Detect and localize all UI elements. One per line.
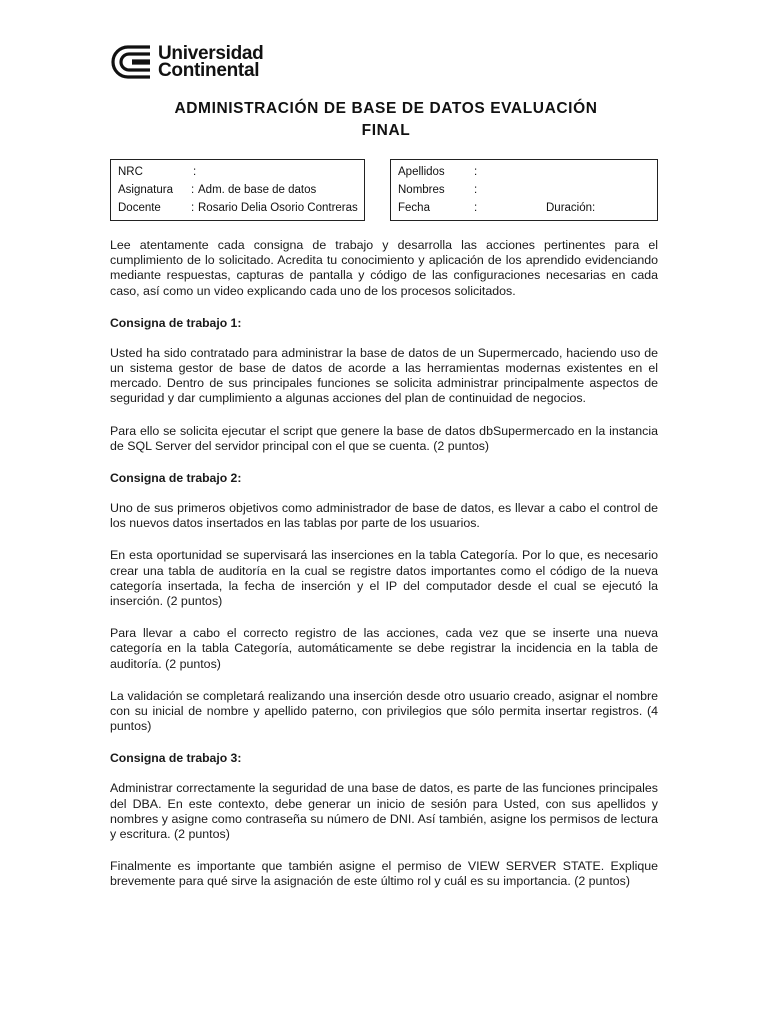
section-1-paragraph-1: Usted ha sido contratado para administrar la base de datos de un Supermercado, haciendo uso de un sistema gestor de base de datos de acorde a las herramientas modernas existentes en el mercado. Dentro de sus principales funciones se solicita administrar principalmente aspectos de seguridad y dar cumplimiento a algunas acciones del plan de continuidad de negocios. [110,345,658,406]
section-2-paragraph-1: Uno de sus primeros objetivos como administrador de base de datos, es llevar a cabo el control de los nuevos datos insertados en las tablas por parte de los usuarios. [110,501,658,531]
continental-logo-icon [108,44,152,80]
section-2-paragraph-4: La validación se completará realizando una inserción desde otro usuario creado, asignar el nombre con su inicial de nombre y apellido paterno, con privilegios que sólo permita insertar registros. (4 puntos) [110,688,658,734]
apellidos-row [398,164,478,180]
nombres-separator: : [474,184,478,196]
asignatura-separator: : [191,184,195,196]
document-body [110,238,658,907]
logo-line-1: Universidad [158,43,264,64]
fecha-row [398,200,596,216]
docente-label: Docente [118,202,161,214]
student-info-box [390,159,658,221]
document-title [100,98,672,142]
docente-row [118,200,358,216]
logo-wordmark [158,45,263,79]
nrc-row [118,164,197,180]
asignatura-row [118,182,317,198]
university-logo [108,44,263,80]
section-3-paragraph-2: Finalmente es importante que también asigne el permiso de VIEW SERVER STATE. Explique brevemente para qué sirve la asignación de este último rol y cuál es su importancia. (2 puntos) [110,859,658,889]
nombres-label: Nombres [398,184,445,196]
logo-line-2: Continental [158,60,260,81]
docente-value: Rosario Delia Osorio Contreras [198,202,358,214]
fecha-separator: : [474,202,478,214]
intro-paragraph: Lee atentamente cada consigna de trabajo y desarrolla las acciones pertinentes para el cumplimiento de lo solicitado. Acredita tu conocimiento y aplicación de los aprendido evidenciando mediante respuestas, capturas de pantalla y código de las configuraciones necesarias en cada caso, así como un video explicando cada uno de los procesos solicitados. [110,238,658,298]
apellidos-separator: : [474,166,478,178]
course-info-box [110,159,365,221]
asignatura-label: Asignatura [118,184,173,196]
title-line-2: FINAL [361,122,411,139]
section-3-heading: Consigna de trabajo 3: [110,751,242,766]
section-1-paragraph-2: Para ello se solicita ejecutar el script que genere la base de datos dbSupermercado en la instancia de SQL Server del servidor principal con el que se cuenta. (2 puntos) [110,423,658,453]
section-2-heading: Consigna de trabajo 2: [110,471,242,486]
fecha-label: Fecha [398,202,430,214]
docente-separator: : [191,202,195,214]
title-line-1: ADMINISTRACIÓN DE BASE DE DATOS EVALUACIÓN [174,100,598,117]
duracion-label: Duración: [546,202,596,214]
section-3-paragraph-1: Administrar correctamente la seguridad de una base de datos, es parte de las funciones principales del DBA. En este contexto, debe generar un inicio de sesión para Usted, con sus apellidos y nombres y asigne como contraseña su número de DNI. Así también, asigne los permisos de lectura y escritura. (2 puntos) [110,781,658,842]
section-2-paragraph-3: Para llevar a cabo el correcto registro de las acciones, cada vez que se inserte una nueva categoría en la tabla Categoría, automáticamente se debe registrar la incidencia en la tabla de auditoría. (2 puntos) [110,626,658,671]
nrc-label: NRC [118,166,143,178]
nombres-row [398,182,478,198]
nrc-separator: : [193,166,197,178]
asignatura-value: Adm. de base de datos [198,184,317,196]
section-2-paragraph-2: En esta oportunidad se supervisará las inserciones en la tabla Categoría. Por lo que, es necesario crear una tabla de auditoría en la cual se registre datos importantes como el código de la nueva categoría insertada, la fecha de inserción y el IP del computador desde el cual se ejecutó la inserción. (2 puntos) [110,548,658,609]
apellidos-label: Apellidos [398,166,445,178]
section-1-heading: Consigna de trabajo 1: [110,315,242,330]
